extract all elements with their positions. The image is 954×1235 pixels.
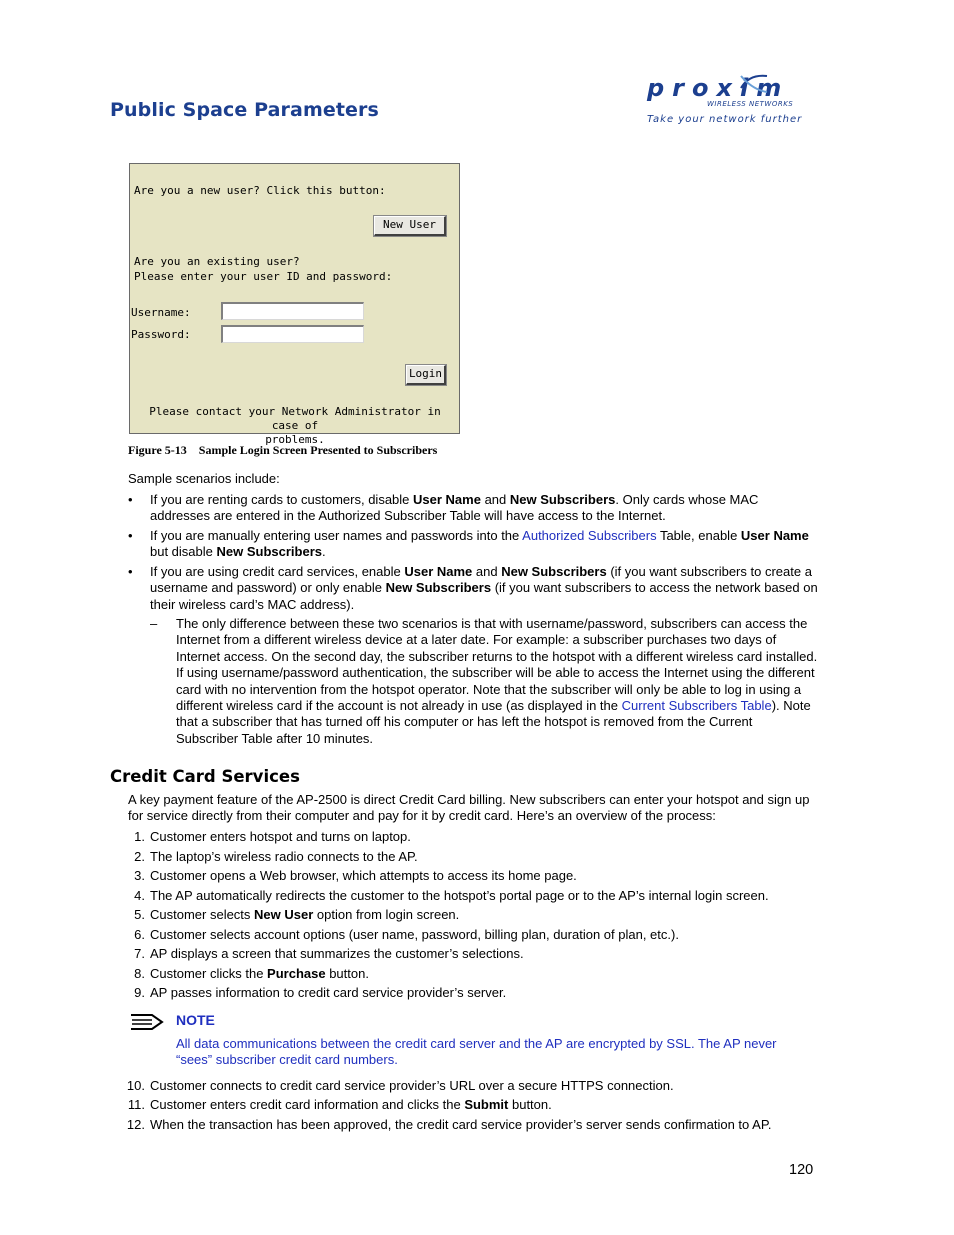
step-item: 1. Customer enters hotspot and turns on laptop. (134, 829, 411, 844)
username-label: Username: (131, 306, 191, 319)
step-item: 12. When the transaction has been approved, the credit card service provider’s server sends confirmation to AP. (126, 1117, 772, 1132)
step-item: 3. Customer opens a Web browser, which attempts to access its home page. (134, 868, 577, 883)
new-user-button[interactable]: New User (374, 216, 446, 236)
scenario-bullet-1: If you are renting cards to customers, disable User Name and New Subscribers. Only cards whose MAC addresses are entered in the Authorized Subscriber Table will have access to the Internet. (150, 492, 759, 524)
step-number: 8. (134, 966, 145, 981)
step-item: 11. Customer enters credit card information and clicks the Submit button. (127, 1097, 552, 1112)
step-item: 9. AP passes information to credit card service provider’s server. (134, 985, 507, 1000)
step-number: 12. (126, 1117, 145, 1132)
step-number: 7. (134, 946, 145, 961)
figure-caption (128, 443, 437, 458)
existing-user-prompt: Are you an existing user? (134, 255, 300, 268)
step-number: 6. (134, 927, 145, 942)
new-user-prompt: Are you a new user? Click this button: (134, 184, 386, 197)
password-label: Password: (131, 328, 191, 341)
step-number: 1. (134, 829, 145, 844)
step-number: 2. (134, 849, 145, 864)
login-help-line-2: problems. (265, 433, 325, 446)
figure-title: Sample Login Screen Presented to Subscribers (198, 443, 438, 457)
password-input[interactable] (221, 325, 364, 343)
proxim-logo (645, 70, 805, 130)
logo-wordmark: proxim (647, 74, 790, 102)
logo-subtitle: WIRELESS NETWORKS (707, 100, 794, 108)
login-help-text (140, 405, 450, 447)
step-number: 3. (134, 868, 145, 883)
note-text: All data communications between the credit card server and the AP are encrypted by SSL. The AP never “sees” subscriber credit card numbers. (176, 1036, 777, 1068)
step-number: 4. (134, 888, 145, 903)
page-title: Public Space Parameters (110, 99, 379, 121)
scenario-bullet-2: If you are manually entering user names and passwords into the Authorized Subscribers Table, enable User Name but disable New Subscribers. (150, 528, 809, 560)
step-item: 4. The AP automatically redirects the customer to the hotspot’s portal page or to the AP’s internal login screen. (134, 888, 769, 903)
scenario-bullet-3: If you are using credit card services, enable User Name and New Subscribers (if you want subscribers to create a username and password) or only enable New Subscribers (if you want subscribers to access the network based on their wireless card’s MAC address). (150, 564, 818, 612)
credit-intro: A key payment feature of the AP-2500 is direct Credit Card billing. New subscribers can enter your hotspot and sign up for service directly from their computer and pay for it by credit card. Here’s an overview of the process: (128, 792, 810, 824)
page-number: 120 (789, 1162, 814, 1178)
scenarios-intro: Sample scenarios include: (128, 471, 280, 486)
step-number: 5. (134, 907, 145, 922)
username-input[interactable] (221, 302, 364, 320)
step-item: 8. Customer clicks the Purchase button. (134, 966, 369, 981)
step-item: 10. Customer connects to credit card service provider’s URL over a secure HTTPS connection. (126, 1078, 674, 1093)
step-number: 10. (126, 1078, 145, 1093)
scenario-sub-note: The only difference between these two scenarios is that with username/password, subscribers can access the Internet from a different wireless device at a later date. For example: a subscriber purchases two days of Internet access. On the second day, the subscriber returns to the hotspot with a different wireless card installed. If using username/password authentication, the subscriber will be able to access the Internet using the different card with no intervention from the hotspot operator. Note that the subscriber will only be able to log in using a different wireless card if the account is not already in use (as displayed in the Current Subscribers Table). Note that a subscriber that has turned off his computer or has left the hotspot is removed from the Current Subscriber Table after 10 minutes. (176, 616, 818, 746)
login-screen-figure (129, 163, 460, 446)
bullet-dot: • (128, 528, 133, 543)
authorized-subscribers-link[interactable]: Authorized Subscribers (522, 528, 657, 543)
step-item: 5. Customer selects New User option from login screen. (134, 907, 460, 922)
step-item: 7. AP displays a screen that summarizes the customer’s selections. (134, 946, 524, 961)
logo-tagline: Take your network further (647, 114, 803, 125)
note-pencil-icon (130, 1013, 164, 1031)
dash-mark: – (150, 616, 158, 631)
step-item: 2. The laptop’s wireless radio connects to the AP. (134, 849, 418, 864)
bullet-dot: • (128, 492, 133, 507)
step-number: 9. (134, 985, 145, 1000)
step-number: 11. (127, 1097, 145, 1112)
step-item: 6. Customer selects account options (user name, password, billing plan, duration of plan, etc.). (134, 927, 679, 942)
figure-number: Figure 5-13 (128, 443, 187, 457)
credentials-prompt: Please enter your user ID and password: (134, 270, 393, 283)
bullet-dot: • (128, 564, 133, 579)
login-button[interactable]: Login (406, 365, 446, 385)
current-subscribers-link[interactable]: Current Subscribers Table (621, 698, 772, 714)
note-title: NOTE (176, 1012, 215, 1028)
login-help-line-1: Please contact your Network Administrator in case of (149, 405, 441, 432)
section-heading: Credit Card Services (110, 767, 300, 786)
